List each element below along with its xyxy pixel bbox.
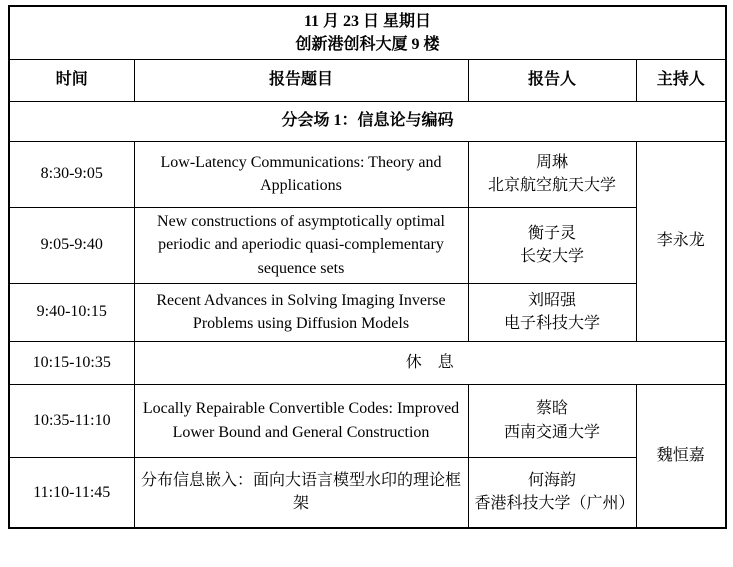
talk-time: 9:40-10:15 (9, 283, 134, 341)
talk-title: Locally Repairable Convertible Codes: Improved Lower Bound and General Construction (134, 384, 468, 457)
table-row (9, 457, 726, 528)
speaker-affiliation: 香港科技大学（广州） (474, 495, 635, 513)
session-title: 分会场 1：信息论与编码 (9, 101, 726, 141)
table-row (9, 141, 726, 207)
col-header-chair: 主持人 (636, 59, 726, 101)
talk-title: Recent Advances in Solving Imaging Inverse Problems using Diffusion Models (134, 283, 468, 341)
break-time: 10:15-10:35 (9, 341, 134, 384)
table-header-row (9, 6, 726, 59)
column-header-row (9, 59, 726, 101)
speaker-name: 衡子灵 (527, 224, 576, 242)
talk-speaker (468, 141, 636, 207)
talk-speaker (468, 283, 636, 341)
table-row (9, 384, 726, 457)
col-header-time: 时间 (9, 59, 134, 101)
talk-time: 10:35-11:10 (9, 384, 134, 457)
speaker-name: 周琳 (535, 153, 568, 171)
talk-title: Low-Latency Communications: Theory and Applications (134, 141, 468, 207)
table-row (9, 207, 726, 283)
schedule-table (8, 5, 727, 529)
talk-time: 11:10-11:45 (9, 457, 134, 528)
session-row (9, 101, 726, 141)
talk-speaker (468, 384, 636, 457)
date-venue-header (9, 6, 726, 59)
talk-title: 分布信息嵌入：面向大语言模型水印的理论框架 (134, 457, 468, 528)
date-header: 11 月 23 日 星期日 (303, 12, 432, 30)
speaker-name: 蔡晗 (535, 400, 568, 418)
table-row (9, 283, 726, 341)
talk-title: New constructions of asymptotically optimal periodic and aperiodic quasi-complementary sequence sets (134, 207, 468, 283)
talk-time: 9:05-9:40 (9, 207, 134, 283)
talk-speaker (468, 207, 636, 283)
speaker-name: 刘昭强 (527, 291, 576, 309)
chair-name: 魏恒嘉 (636, 384, 726, 528)
speaker-affiliation: 长安大学 (519, 248, 584, 265)
speaker-name: 何海韵 (527, 472, 576, 490)
venue-header: 创新港创科大厦 9 楼 (295, 35, 440, 53)
col-header-speaker: 报告人 (468, 59, 636, 101)
talk-time: 8:30-9:05 (9, 141, 134, 207)
chair-name: 李永龙 (636, 141, 726, 341)
break-row (9, 341, 726, 384)
speaker-affiliation: 电子科技大学 (503, 315, 600, 332)
speaker-affiliation: 西南交通大学 (503, 423, 600, 441)
col-header-title: 报告题目 (134, 59, 468, 101)
speaker-affiliation: 北京航空航天大学 (487, 177, 616, 194)
talk-speaker (468, 457, 636, 528)
break-label: 休 息 (134, 341, 726, 384)
